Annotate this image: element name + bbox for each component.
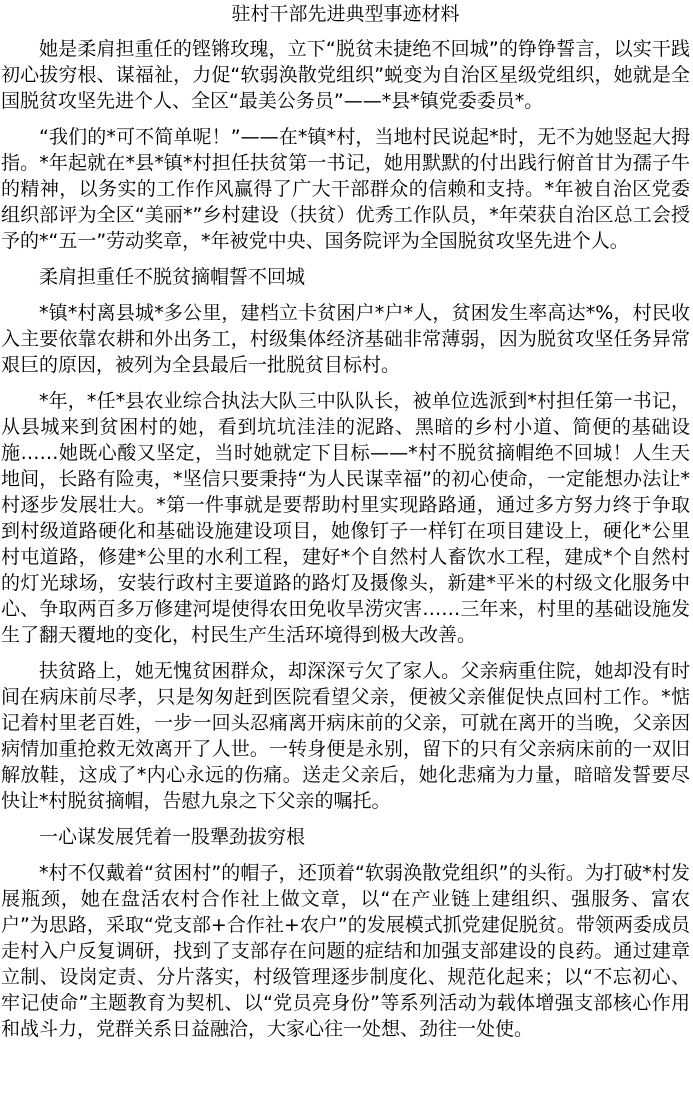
body-paragraph: 她是柔肩担重任的铿锵玫瑰，立下“脱贫未捷绝不回城”的铮铮誓言，以实干践初心拔穷根、谋福祉，力促“软弱涣散党组织”蜕变为自治区星级党组织，她就是全国脱贫攻坚先进个人、全区“最美公务员”——*县*镇党委委员*。 — [1, 38, 690, 112]
document-body — [1, 36, 690, 1042]
body-paragraph: 扶贫路上，她无愧贫困群众，却深深亏欠了家人。父亲病重住院，她却没有时间在病床前尽孝，只是匆匆赶到医院看望父亲，便被父亲催促快点回村工作。*惦记着村里老百姓，一步一回头忍痛离开病床前的父亲，可就在离开的当晚，父亲因病情加重抢救无效离开了人世。一转身便是永别，留下的只有父亲病床前的一双旧解放鞋，这成了*内心永远的伤痛。送走父亲后，她化悲痛为力量，暗暗发誓要尽快让*村脱贫摘帽，告慰九泉之下父亲的嘱托。 — [1, 660, 690, 812]
section-heading: 一心谋发展凭着一股犟劲拔穷根 — [39, 826, 306, 848]
body-paragraph: *镇*村离县城*多公里，建档立卡贫困户*户*人，贫困发生率高达*%，村民收入主要依靠农耕和外出务工，村级集体经济基础非常薄弱，因为脱贫攻坚任务异常艰巨的原因，被列为全县最后一批脱贫目标村。 — [1, 302, 690, 376]
body-paragraph: “我们的*可不简单呢！”——在*镇*村，当地村民说起*时，无不为她竖起大拇指。*年起就在*县*镇*村担任扶贫第一书记，她用默默的付出践行俯首甘为孺子牛的精神，以务实的工作作风赢得了广大干部群众的信赖和支持。*年被自治区党委组织部评为全区“美丽*”乡村建设（扶贫）优秀工作队员，*年荣获自治区总工会授予的*“五一”劳动奖章，*年被党中央、国务院评为全国脱贫攻坚先进个人。 — [1, 126, 690, 252]
document-title: 驻村干部先进典型事迹材料 — [231, 3, 460, 25]
section-heading: 柔肩担重任不脱贫摘帽誓不回城 — [39, 266, 306, 288]
body-paragraph: *年，*任*县农业综合执法大队三中队队长，被单位选派到*村担任第一书记，从县城来到贫困村的她，看到坑坑洼洼的泥路、黑暗的乡村小道、简便的基础设施……她既心酸又坚定，当时她就定下目标——*村不脱贫摘帽绝不回城！人生天地间，长路有险夷，*坚信只要秉持“为人民谋幸福”的初心使命，一定能想办法让*村逐步发展壮大。*第一件事就是要帮助村里实现路路通，通过多方努力终于争取到村级道路硬化和基础设施建设项目，她像钉子一样钉在项目建设上，硬化*公里村屯道路，修建*公里的水利工程，建好*个自然村人畜饮水工程，建成*个自然村的灯光球场，安装行政村主要道路的路灯及摄像头，新建*平米的村级文化服务中心、争取两百多万修建河堤使得农田免收旱涝灾害……三年来，村里的基础设施发生了翻天覆地的变化，村民生产生活环境得到极大改善。 — [1, 390, 690, 646]
body-paragraph: *村不仅戴着“贫困村”的帽子，还顶着“软弱涣散党组织”的头衔。为打破*村发展瓶颈，她在盘活农村合作社上做文章，以“在产业链上建组织、强服务、富农户”为思路，采取“党支部+合作社+农户”的发展模式抓党建促脱贫。带领两委成员走村入户反复调研，找到了支部存在问题的症结和加强支部建设的良药。通过建章立制、设岗定责、分片落实，村级管理逐步制度化、规范化起来；以“不忘初心、牢记使命”主题教育为契机、以“党员亮身份”等系列活动为载体增强支部核心作用和战斗力，党群关系日益融洽，大家心往一处想、劲往一处使。 — [1, 862, 690, 1040]
